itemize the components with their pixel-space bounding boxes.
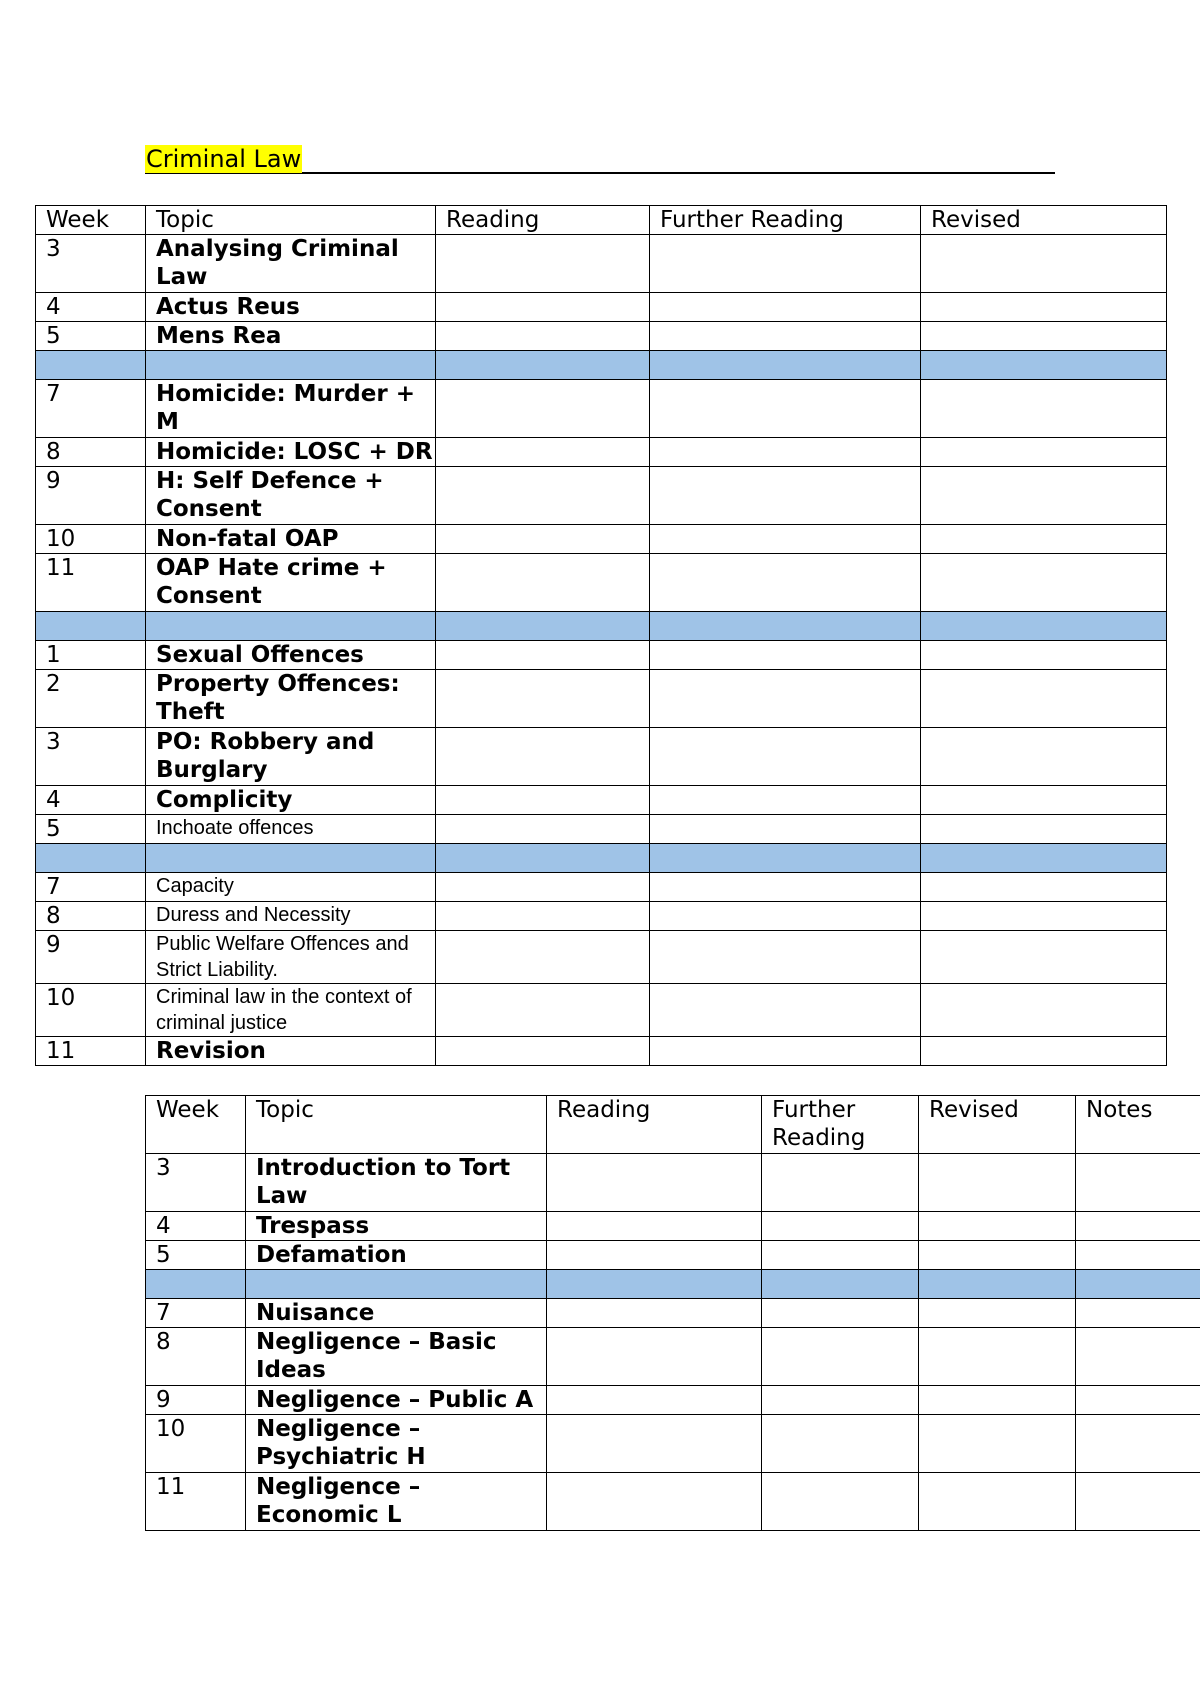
topic-cell: PO: Robbery and Burglary: [146, 728, 436, 786]
topic-cell: Negligence – Public A: [246, 1386, 547, 1415]
reading-cell: [547, 1415, 762, 1473]
reading-cell: [436, 931, 650, 984]
header-week: Week: [36, 206, 146, 235]
revised-cell: [919, 1270, 1076, 1299]
topic-cell: Duress and Necessity: [146, 902, 436, 931]
reading-cell: [436, 641, 650, 670]
table-row: [36, 786, 1167, 815]
week-cell: 10: [146, 1415, 246, 1473]
reading-cell: [436, 670, 650, 728]
revised-cell: [919, 1328, 1076, 1386]
table-row: [36, 554, 1167, 612]
notes-cell: [1076, 1328, 1200, 1386]
topic-cell: Nuisance: [246, 1299, 547, 1328]
revised-cell: [919, 1386, 1076, 1415]
reading-cell: [436, 438, 650, 467]
week-cell: 3: [146, 1154, 246, 1212]
further-reading-cell: [650, 351, 921, 380]
further-reading-cell: [762, 1212, 919, 1241]
table-row: [36, 815, 1167, 844]
table-row: [146, 1328, 1200, 1386]
table-row: [36, 902, 1167, 931]
table-row: [146, 1386, 1200, 1415]
topic-cell: Negligence – Economic L: [246, 1473, 547, 1531]
table-row: [36, 235, 1167, 293]
break-row: [36, 351, 1167, 380]
week-cell: 3: [36, 728, 146, 786]
week-cell: 9: [36, 467, 146, 525]
topic-cell: Criminal law in the context of criminal justice: [146, 984, 436, 1037]
notes-cell: [1076, 1386, 1200, 1415]
topic-cell: [146, 844, 436, 873]
further-reading-cell: [650, 844, 921, 873]
week-cell: 11: [146, 1473, 246, 1531]
table-row: [146, 1212, 1200, 1241]
reading-cell: [436, 786, 650, 815]
reading-cell: [436, 844, 650, 873]
topic-cell: Complicity: [146, 786, 436, 815]
week-cell: 8: [36, 902, 146, 931]
week-cell: 4: [146, 1212, 246, 1241]
topic-cell: Revision: [146, 1037, 436, 1066]
week-cell: 10: [36, 525, 146, 554]
table-row: [146, 1154, 1200, 1212]
week-cell: [146, 1270, 246, 1299]
revised-cell: [921, 438, 1167, 467]
revised-cell: [921, 931, 1167, 984]
reading-cell: [547, 1154, 762, 1212]
further-reading-cell: [762, 1386, 919, 1415]
further-reading-cell: [650, 525, 921, 554]
revised-cell: [921, 641, 1167, 670]
further-reading-cell: [650, 641, 921, 670]
revised-cell: [919, 1241, 1076, 1270]
reading-cell: [547, 1241, 762, 1270]
revised-cell: [921, 902, 1167, 931]
week-cell: 8: [146, 1328, 246, 1386]
table-row: [146, 1299, 1200, 1328]
table-row: [36, 322, 1167, 351]
notes-cell: [1076, 1154, 1200, 1212]
week-cell: 3: [36, 235, 146, 293]
reading-cell: [436, 984, 650, 1037]
reading-cell: [436, 902, 650, 931]
notes-cell: [1076, 1241, 1200, 1270]
table-row: [36, 931, 1167, 984]
topic-cell: [246, 1270, 547, 1299]
topic-cell: Homicide: Murder + M: [146, 380, 436, 438]
table-row: [36, 984, 1167, 1037]
further-reading-cell: [650, 728, 921, 786]
table-row: [146, 1473, 1200, 1531]
header-reading: Reading: [547, 1096, 762, 1154]
reading-cell: [547, 1328, 762, 1386]
table-row: [36, 641, 1167, 670]
revised-cell: [919, 1212, 1076, 1241]
reading-cell: [436, 1037, 650, 1066]
table-row: [36, 525, 1167, 554]
week-cell: 4: [36, 786, 146, 815]
table-row: [146, 1241, 1200, 1270]
table-header-row: [146, 1096, 1200, 1154]
week-cell: 5: [36, 322, 146, 351]
week-cell: 11: [36, 1037, 146, 1066]
further-reading-cell: [762, 1299, 919, 1328]
topic-cell: Public Welfare Offences and Strict Liability.: [146, 931, 436, 984]
reading-cell: [436, 728, 650, 786]
revised-cell: [921, 844, 1167, 873]
header-notes: Notes: [1076, 1096, 1200, 1154]
header-week: Week: [146, 1096, 246, 1154]
week-cell: 8: [36, 438, 146, 467]
revised-cell: [921, 786, 1167, 815]
week-cell: 11: [36, 554, 146, 612]
reading-cell: [547, 1386, 762, 1415]
revised-cell: [921, 554, 1167, 612]
reading-cell: [436, 380, 650, 438]
header-further-reading: Further Reading: [762, 1096, 919, 1154]
topic-cell: Defamation: [246, 1241, 547, 1270]
table-row: [36, 293, 1167, 322]
topic-cell: Non-fatal OAP: [146, 525, 436, 554]
further-reading-cell: [650, 235, 921, 293]
revised-cell: [921, 351, 1167, 380]
week-cell: [36, 351, 146, 380]
topic-cell: OAP Hate crime + Consent: [146, 554, 436, 612]
notes-cell: [1076, 1299, 1200, 1328]
topic-cell: Capacity: [146, 873, 436, 902]
header-revised: Revised: [919, 1096, 1076, 1154]
table-row: [146, 1415, 1200, 1473]
table-row: [36, 467, 1167, 525]
revised-cell: [919, 1415, 1076, 1473]
further-reading-cell: [650, 984, 921, 1037]
reading-cell: [436, 235, 650, 293]
revised-cell: [921, 873, 1167, 902]
criminal-law-table: [35, 205, 1167, 1066]
further-reading-cell: [650, 902, 921, 931]
revised-cell: [921, 984, 1167, 1037]
reading-cell: [436, 351, 650, 380]
revised-cell: [919, 1154, 1076, 1212]
further-reading-cell: [762, 1473, 919, 1531]
table-row: [36, 438, 1167, 467]
topic-cell: Sexual Offences: [146, 641, 436, 670]
reading-cell: [436, 322, 650, 351]
break-row: [36, 844, 1167, 873]
revised-cell: [921, 293, 1167, 322]
notes-cell: [1076, 1212, 1200, 1241]
notes-cell: [1076, 1415, 1200, 1473]
further-reading-cell: [650, 554, 921, 612]
further-reading-cell: [650, 612, 921, 641]
revised-cell: [921, 467, 1167, 525]
week-cell: 10: [36, 984, 146, 1037]
revised-cell: [919, 1473, 1076, 1531]
reading-cell: [436, 554, 650, 612]
week-cell: 9: [36, 931, 146, 984]
reading-cell: [547, 1473, 762, 1531]
header-topic: Topic: [246, 1096, 547, 1154]
header-reading: Reading: [436, 206, 650, 235]
topic-cell: Property Offences: Theft: [146, 670, 436, 728]
revised-cell: [921, 322, 1167, 351]
revised-cell: [921, 1037, 1167, 1066]
revised-cell: [921, 612, 1167, 641]
topic-cell: Inchoate offences: [146, 815, 436, 844]
topic-cell: Analysing Criminal Law: [146, 235, 436, 293]
week-cell: 7: [36, 380, 146, 438]
week-cell: 5: [36, 815, 146, 844]
reading-cell: [436, 467, 650, 525]
week-cell: 9: [146, 1386, 246, 1415]
week-cell: [36, 612, 146, 641]
further-reading-cell: [762, 1270, 919, 1299]
topic-cell: Introduction to Tort Law: [246, 1154, 547, 1212]
further-reading-cell: [650, 1037, 921, 1066]
revised-cell: [921, 670, 1167, 728]
reading-cell: [436, 525, 650, 554]
topic-cell: [146, 612, 436, 641]
table-row: [36, 1037, 1167, 1066]
further-reading-cell: [650, 438, 921, 467]
reading-cell: [547, 1270, 762, 1299]
week-cell: 4: [36, 293, 146, 322]
further-reading-cell: [650, 293, 921, 322]
revised-cell: [921, 380, 1167, 438]
header-topic: Topic: [146, 206, 436, 235]
topic-cell: Negligence – Psychiatric H: [246, 1415, 547, 1473]
break-row: [36, 612, 1167, 641]
revised-cell: [921, 235, 1167, 293]
further-reading-cell: [650, 670, 921, 728]
reading-cell: [436, 873, 650, 902]
reading-cell: [436, 293, 650, 322]
revised-cell: [919, 1299, 1076, 1328]
topic-cell: Trespass: [246, 1212, 547, 1241]
further-reading-cell: [762, 1328, 919, 1386]
week-cell: 5: [146, 1241, 246, 1270]
table-header-row: [36, 206, 1167, 235]
week-cell: [36, 844, 146, 873]
page-title: Criminal Law: [146, 145, 302, 173]
header-further-reading: Further Reading: [650, 206, 921, 235]
table-row: [36, 380, 1167, 438]
notes-cell: [1076, 1270, 1200, 1299]
further-reading-cell: [762, 1415, 919, 1473]
further-reading-cell: [762, 1241, 919, 1270]
topic-cell: Homicide: LOSC + DR: [146, 438, 436, 467]
revised-cell: [921, 525, 1167, 554]
table-row: [36, 728, 1167, 786]
header-revised: Revised: [921, 206, 1167, 235]
further-reading-cell: [650, 380, 921, 438]
further-reading-cell: [650, 873, 921, 902]
week-cell: 7: [36, 873, 146, 902]
week-cell: 7: [146, 1299, 246, 1328]
topic-cell: Negligence – Basic Ideas: [246, 1328, 547, 1386]
notes-cell: [1076, 1473, 1200, 1531]
topic-cell: [146, 351, 436, 380]
further-reading-cell: [650, 931, 921, 984]
further-reading-cell: [650, 467, 921, 525]
topic-cell: H: Self Defence + Consent: [146, 467, 436, 525]
further-reading-cell: [650, 322, 921, 351]
reading-cell: [547, 1299, 762, 1328]
reading-cell: [547, 1212, 762, 1241]
topic-cell: Mens Rea: [146, 322, 436, 351]
reading-cell: [436, 612, 650, 641]
further-reading-cell: [650, 786, 921, 815]
further-reading-cell: [650, 815, 921, 844]
revised-cell: [921, 815, 1167, 844]
table-row: [36, 670, 1167, 728]
break-row: [146, 1270, 1200, 1299]
tort-law-table: [145, 1095, 1200, 1531]
reading-cell: [436, 815, 650, 844]
table-row: [36, 873, 1167, 902]
week-cell: 2: [36, 670, 146, 728]
topic-cell: Actus Reus: [146, 293, 436, 322]
further-reading-cell: [762, 1154, 919, 1212]
revised-cell: [921, 728, 1167, 786]
week-cell: 1: [36, 641, 146, 670]
